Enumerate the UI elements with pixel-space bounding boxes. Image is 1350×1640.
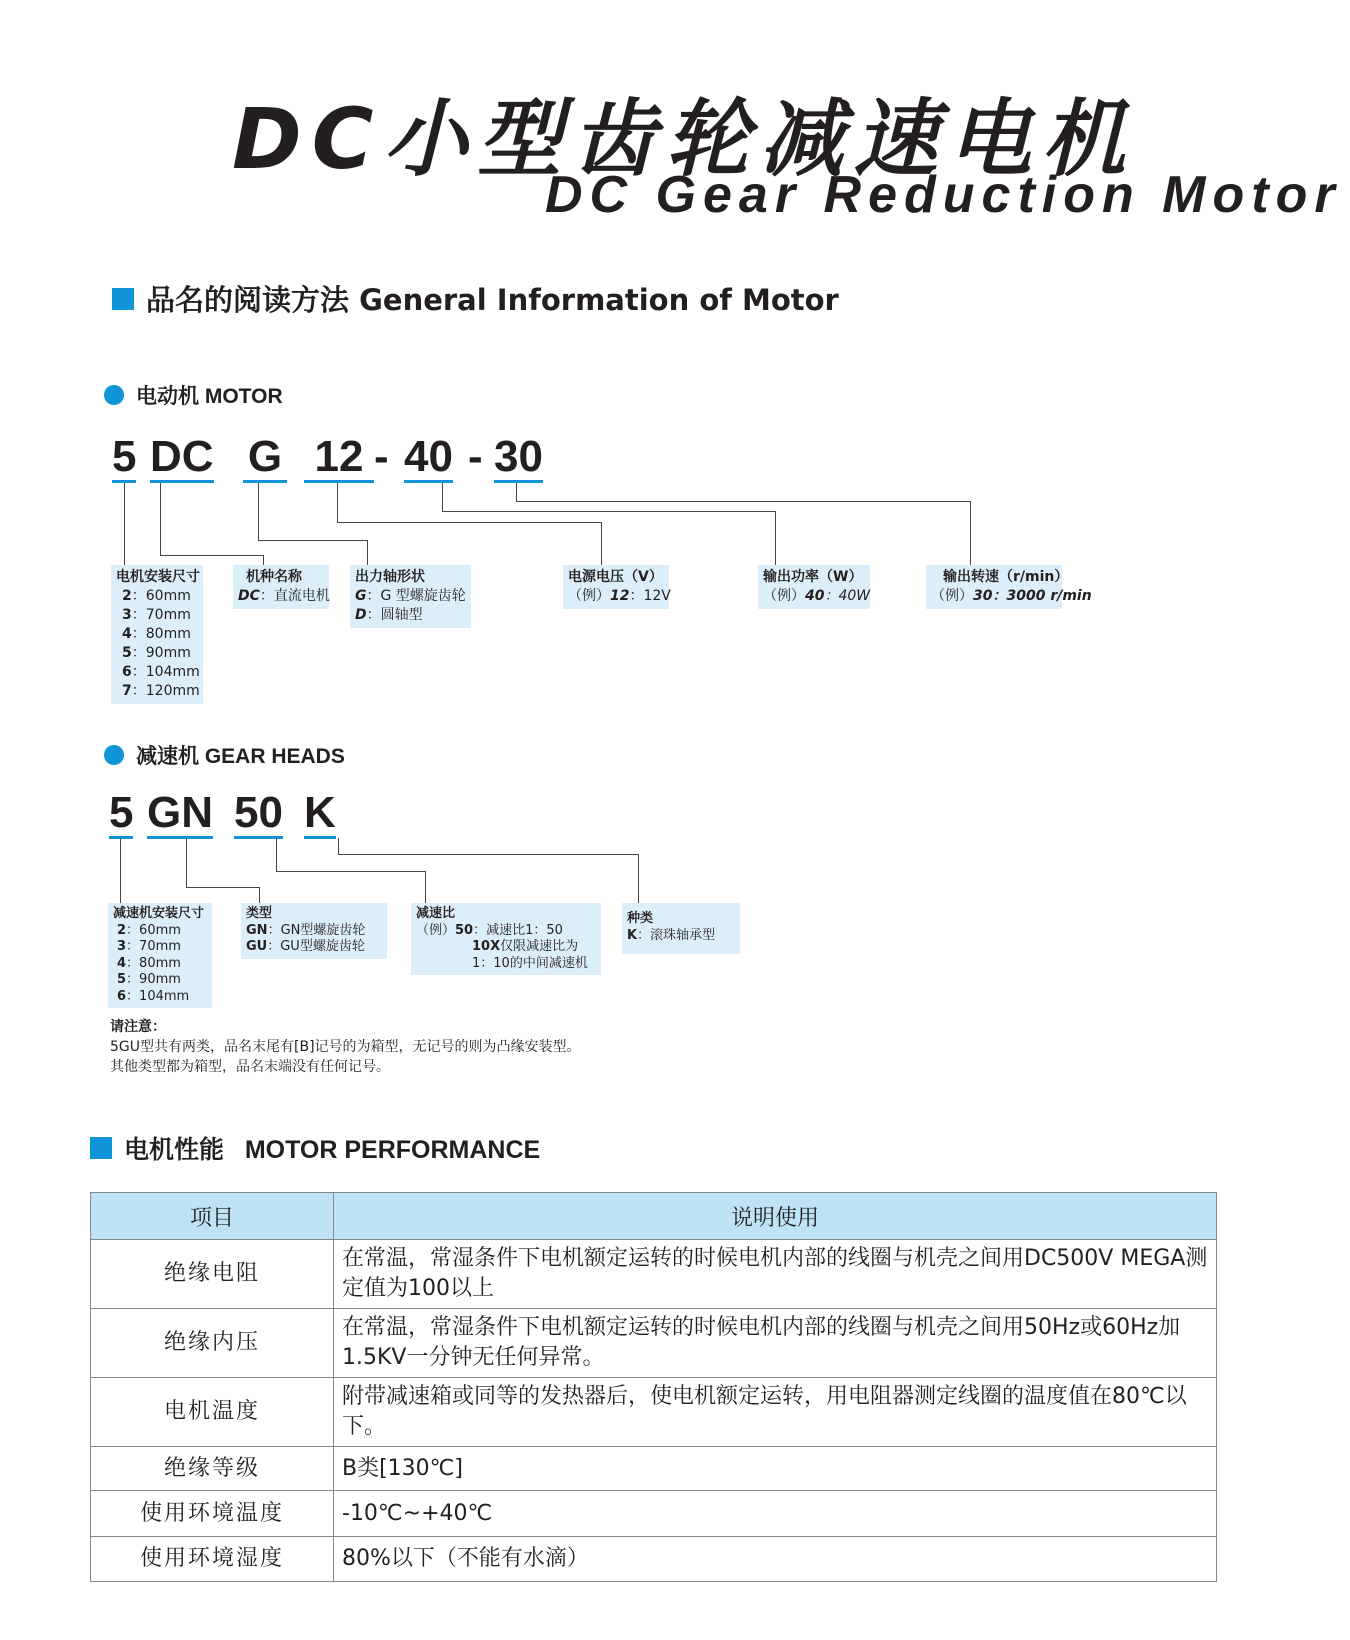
table-cell-item: 使用环境温度 (91, 1491, 334, 1537)
list-item: 2：60mm (122, 588, 191, 604)
list-item: 5：90mm (117, 972, 181, 987)
gear-ratio-box (411, 903, 601, 975)
motor-code-speed: 30 (494, 432, 543, 481)
gear-kind-box (241, 903, 387, 959)
motor-voltage-box (563, 565, 669, 609)
section-motor-label: 电动机 MOTOR (136, 385, 283, 408)
gear-code-ratio: 50 (234, 788, 283, 837)
section-general-label: 品名的阅读方法 General Information of Motor (146, 283, 839, 317)
connector-line (259, 887, 260, 904)
gear-code-size: 5 (109, 788, 134, 837)
section-gear-heading (104, 740, 345, 770)
motor-size-title: 电机安装尺寸 (116, 569, 200, 585)
connector-line (601, 522, 602, 568)
table-cell-desc: -10℃~+40℃ (334, 1491, 1217, 1537)
connector-line (276, 838, 277, 871)
table-header-desc: 说明使用 (334, 1193, 1217, 1240)
motor-voltage-title: 电源电压（V） (568, 569, 663, 585)
note-label: 请注意： (110, 1019, 166, 1035)
table-cell-item: 绝缘等级 (91, 1447, 334, 1491)
connector-line (338, 838, 339, 854)
connector-line (186, 887, 260, 888)
square-bullet-icon (112, 288, 134, 310)
motor-size-box (111, 565, 203, 704)
table-header-row (91, 1193, 1217, 1240)
connector-line (160, 555, 263, 556)
connector-line (120, 838, 121, 904)
connector-line (258, 540, 368, 541)
page-title-en: DC Gear Reduction Motor (545, 166, 1342, 224)
motor-shaft-title: 出力轴形状 (355, 569, 425, 585)
motor-code-voltage: 12 (304, 434, 374, 483)
section-performance-label: 电机性能 MOTOR PERFORMANCE (124, 1136, 541, 1164)
connector-line (338, 854, 639, 855)
motor-type-title: 机种名称 (246, 569, 302, 585)
motor-type-box (233, 565, 329, 609)
list-item: D：圆轴型 (355, 607, 423, 623)
list-item: 6：104mm (117, 988, 190, 1004)
motor-code-type: DC (150, 432, 214, 481)
table-row (91, 1491, 1217, 1537)
circle-bullet-icon (104, 385, 124, 405)
motor-power-title: 输出功率（W） (763, 569, 863, 585)
connector-line (425, 871, 426, 904)
table-cell-item: 绝缘内压 (91, 1309, 334, 1378)
table-row (91, 1309, 1217, 1378)
table-cell-desc: 在常温，常湿条件下电机额定运转的时候电机内部的线圈与机壳之间用DC500V MEGA测定值为100以上 (334, 1240, 1217, 1309)
connector-line (186, 838, 187, 887)
motor-speed-box (926, 565, 1092, 609)
connector-line (775, 511, 776, 568)
motor-power-box (758, 565, 870, 609)
list-item: 4：80mm (117, 955, 181, 971)
note-block (110, 1017, 581, 1077)
table-cell-item: 使用环境湿度 (91, 1537, 334, 1582)
list-item: GN：GN型螺旋齿轮 (246, 922, 366, 938)
table-header-item: 项目 (91, 1193, 334, 1240)
table-row (91, 1537, 1217, 1582)
connector-line (337, 522, 602, 523)
list-item: 3：70mm (117, 939, 181, 954)
list-item: 2：60mm (117, 922, 181, 938)
connector-line (337, 483, 338, 522)
connector-line (160, 483, 161, 555)
note-line-2: 其他类型都为箱型，品名末端没有任何记号。 (110, 1059, 390, 1075)
motor-code-size: 5 (112, 432, 137, 481)
connector-line (970, 501, 971, 568)
section-motor-heading (104, 380, 283, 410)
motor-shaft-box (350, 565, 471, 628)
gear-bearing-box (622, 903, 740, 954)
connector-line (516, 501, 971, 502)
gear-size-box (108, 903, 212, 1008)
table-cell-desc: 附带减速箱或同等的发热器后，使电机额定运转，用电阻器测定线圈的温度值在80℃以下。 (334, 1378, 1217, 1447)
table-cell-item: 绝缘电阻 (91, 1240, 334, 1309)
list-item: G：G 型螺旋齿轮 (355, 588, 466, 604)
connector-line (258, 483, 259, 540)
list-item: 6：104mm (122, 664, 200, 680)
list-item: 10X仅限减速比为 (472, 939, 579, 954)
list-item: （例）12：12V (568, 588, 671, 604)
square-bullet-icon (90, 1137, 112, 1159)
table-cell-desc: 在常温，常湿条件下电机额定运转的时候电机内部的线圈与机壳之间用50Hz或60Hz加1.5KV一分钟无任何异常。 (334, 1309, 1217, 1378)
gear-code-type: GN (147, 788, 213, 837)
note-line-1: 5GU型共有两类，品名末尾有[B]记号的为箱型，无记号的则为凸缘安装型。 (110, 1039, 581, 1055)
list-item: 7：120mm (122, 683, 200, 699)
connector-line (516, 483, 517, 501)
list-item: 3：70mm (122, 607, 191, 623)
table-cell-desc: B类[130℃] (334, 1447, 1217, 1491)
connector-line (124, 483, 125, 569)
list-item: （例）50：减速比1：50 (416, 922, 563, 938)
section-performance-heading (90, 1130, 540, 1166)
connector-line (276, 871, 426, 872)
circle-bullet-icon (104, 745, 124, 765)
motor-code-dash-2: - (468, 432, 483, 481)
table-cell-item: 电机温度 (91, 1378, 334, 1447)
list-item: DC：直流电机 (238, 588, 330, 604)
connector-line (442, 511, 776, 512)
gear-size-title: 减速机安装尺寸 (113, 906, 205, 921)
list-item: （例）30：3000 r/min (931, 588, 1092, 604)
motor-code-dash-1: - (374, 432, 389, 481)
list-item: 4：80mm (122, 626, 191, 642)
table-row (91, 1240, 1217, 1309)
performance-table (90, 1192, 1217, 1582)
list-item: K：滚珠轴承型 (627, 927, 716, 943)
motor-speed-title: 输出转速（r/min） (943, 569, 1069, 585)
connector-line (367, 540, 368, 568)
list-item: GU：GU型螺旋齿轮 (246, 939, 365, 954)
gear-bearing-title: 种类 (627, 911, 654, 926)
gear-ratio-title: 减速比 (416, 906, 456, 921)
list-item: （例）40：40W (763, 588, 871, 604)
table-row (91, 1378, 1217, 1447)
motor-code-power: 40 (404, 432, 453, 481)
table-cell-desc: 80%以下（不能有水滴） (334, 1537, 1217, 1582)
connector-line (442, 483, 443, 511)
section-gear-label: 减速机 GEAR HEADS (136, 745, 345, 768)
page-title-cn: DC小型齿轮减速电机 (232, 90, 1136, 188)
gear-kind-title: 类型 (246, 906, 273, 921)
section-general-heading (112, 278, 839, 319)
motor-code-shaft: G (243, 434, 287, 483)
gear-code-bearing: K (304, 788, 336, 837)
connector-line (638, 854, 639, 904)
list-item: 1：10的中间减速机 (472, 955, 588, 971)
table-row (91, 1447, 1217, 1491)
list-item: 5：90mm (122, 645, 191, 661)
